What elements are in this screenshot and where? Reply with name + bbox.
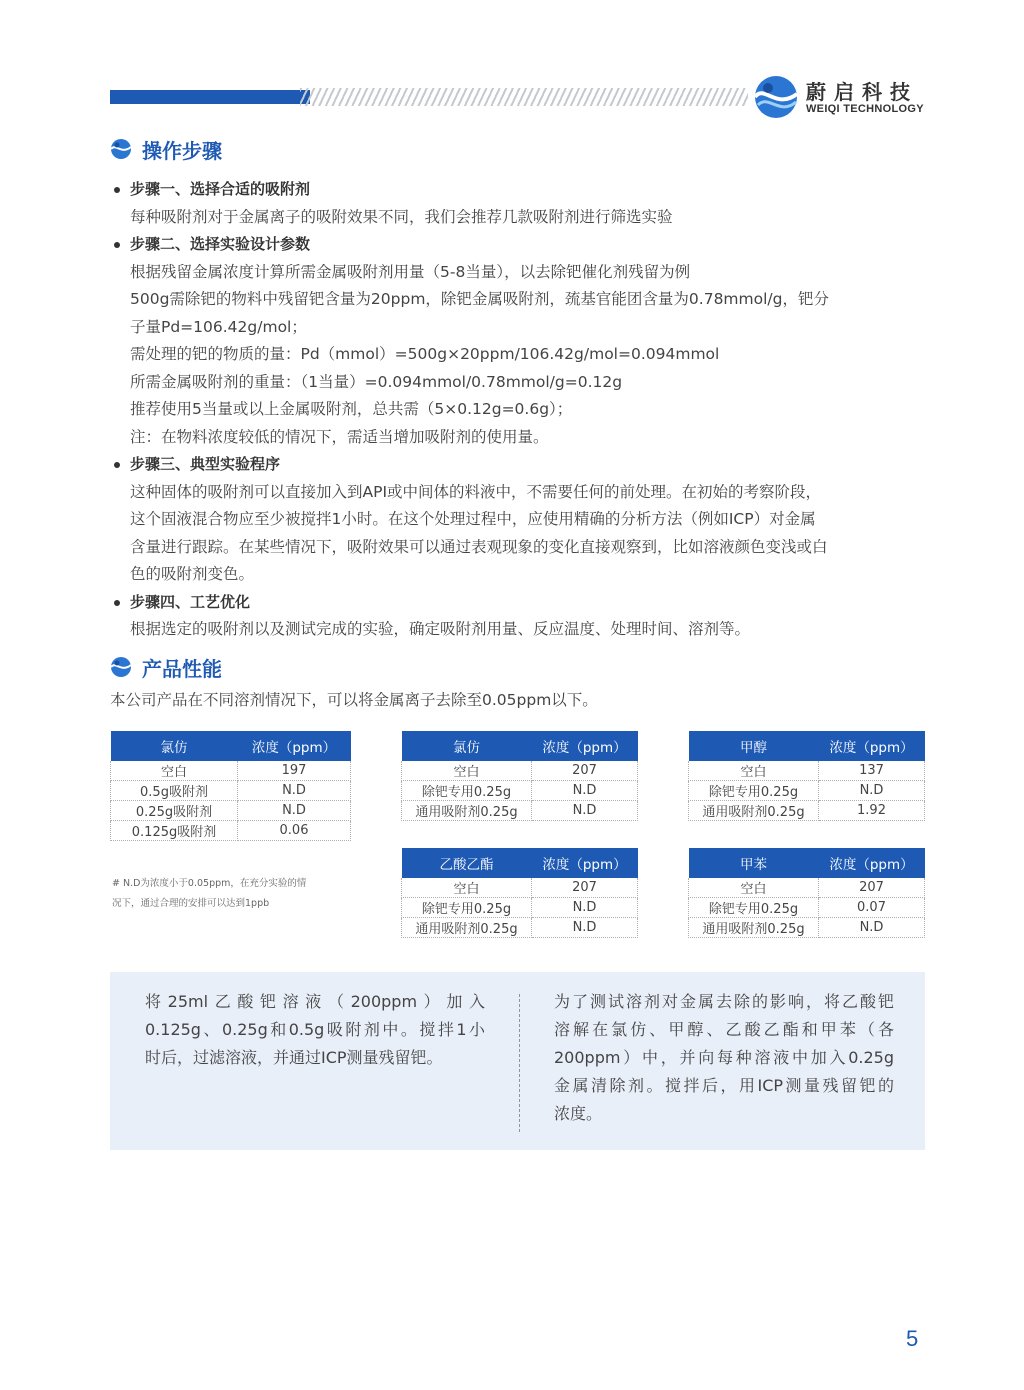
table-header: 乙酸乙酯	[402, 848, 532, 878]
table-header: 浓度（ppm）	[532, 848, 638, 878]
table-cell: 空白	[402, 878, 532, 898]
table-row	[402, 898, 638, 918]
table-cell: 空白	[689, 761, 819, 781]
table-cell: 0.06	[238, 821, 351, 841]
step-text-line: 色的吸附剂变色。	[130, 565, 255, 583]
section-title-text: 操作步骤	[142, 138, 222, 163]
table-header: 浓度（ppm）	[819, 731, 925, 761]
table-cell: 0.07	[819, 898, 925, 918]
table-cell: N.D	[819, 781, 925, 801]
experiment-description-box	[110, 972, 925, 1150]
results-table-methanol	[688, 731, 925, 821]
table-row	[402, 761, 638, 781]
table-row	[689, 878, 925, 898]
swirl-logo-icon	[110, 138, 132, 160]
table-row	[111, 781, 351, 801]
results-table-chloroform-2	[401, 731, 638, 821]
box-text-line: 溶解在氯仿、甲醇、乙酸乙酯和甲苯（各	[554, 1020, 894, 1039]
swirl-logo-icon	[110, 656, 132, 678]
table-cell: 空白	[111, 761, 238, 781]
section-title-performance	[110, 653, 222, 681]
box-text-line: 0.125g、0.25g和0.5g吸附剂中。搅拌1小	[145, 1020, 485, 1039]
brand-name-en: WEIQI TECHNOLOGY	[806, 103, 924, 115]
header-blue-bar	[110, 90, 310, 104]
step-text-line: 这个固液混合物应至少被搅拌1小时。在这个处理过程中，应使用精确的分析方法（例如ICP）对金属	[130, 510, 816, 528]
section-title-steps	[110, 135, 222, 163]
footnote	[112, 874, 352, 914]
brand-name-cn: 蔚启科技	[806, 80, 918, 104]
table-cell: 1.92	[819, 801, 925, 821]
footnote-line: # N.D为浓度小于0.05ppm，在充分实验的情	[112, 878, 307, 889]
table-cell: 通用吸附剂0.25g	[689, 801, 819, 821]
steps-list	[112, 176, 932, 644]
header-hatch-stripe	[300, 88, 748, 106]
table-row	[402, 918, 638, 938]
table-cell: 通用吸附剂0.25g	[402, 918, 532, 938]
box-divider	[519, 994, 520, 1132]
step-text-line: 500g需除钯的物料中残留钯含量为20ppm，除钯金属吸附剂，巯基官能团含量为0.78mmol/g，钯分	[130, 290, 829, 308]
table-header: 浓度（ppm）	[532, 731, 638, 761]
box-text-line: 将25ml乙酸钯溶液（200ppm）加入	[145, 992, 485, 1011]
table-cell: 通用吸附剂0.25g	[689, 918, 819, 938]
table-row	[111, 761, 351, 781]
table-cell: 0.5g吸附剂	[111, 781, 238, 801]
step-heading: 步骤二、选择实验设计参数	[112, 231, 932, 259]
step-text-line: 推荐使用5当量或以上金属吸附剂，总共需（5×0.12g=0.6g）；	[130, 400, 573, 418]
step-text-line: 需处理的钯的物质的量：Pd（mmol）=500g×20ppm/106.42g/mol=0.094mmol	[130, 345, 720, 363]
table-cell: 207	[532, 878, 638, 898]
box-text-line: 200ppm）中，并向每种溶液中加入0.25g	[554, 1048, 894, 1067]
footnote-line: 况下，通过合理的安排可以达到1ppb	[112, 898, 270, 909]
table-cell: 137	[819, 761, 925, 781]
box-text-line: 金属清除剂。搅拌后，用ICP测量残留钯的	[554, 1076, 894, 1095]
table-cell: 除钯专用0.25g	[689, 898, 819, 918]
performance-intro: 本公司产品在不同溶剂情况下，可以将金属离子去除至0.05ppm以下。	[110, 691, 598, 709]
step-text-line: 根据选定的吸附剂以及测试完成的实验，确定吸附剂用量、反应温度、处理时间、溶剂等。	[130, 620, 751, 638]
weiqi-logo-icon	[752, 74, 800, 120]
step-heading: 步骤一、选择合适的吸附剂	[112, 176, 932, 204]
table-row	[689, 918, 925, 938]
box-text-line: 为了测试溶剂对金属去除的影响，将乙酸钯	[554, 992, 894, 1011]
step-text-line: 子量Pd=106.42g/mol；	[130, 317, 307, 336]
step-text-line: 所需金属吸附剂的重量：（1当量）=0.094mmol/0.78mmol/g=0.12g	[130, 372, 623, 391]
step-heading: 步骤四、工艺优化	[112, 589, 932, 617]
box-text-line: 浓度。	[554, 1104, 603, 1123]
table-cell: 空白	[689, 878, 819, 898]
table-header: 氯仿	[402, 731, 532, 761]
table-cell: 0.25g吸附剂	[111, 801, 238, 821]
table-row	[689, 761, 925, 781]
table-cell: N.D	[532, 801, 638, 821]
table-cell: N.D	[238, 801, 351, 821]
experiment-text-left	[145, 988, 485, 1072]
table-header: 甲苯	[689, 848, 819, 878]
table-header: 浓度（ppm）	[238, 731, 351, 761]
step-text-line: 注：在物料浓度较低的情况下，需适当增加吸附剂的使用量。	[130, 427, 549, 446]
experiment-text-right	[554, 988, 894, 1128]
step-heading: 步骤三、典型实验程序	[112, 451, 932, 479]
table-cell: N.D	[532, 898, 638, 918]
table-row	[111, 821, 351, 841]
table-cell: 除钯专用0.25g	[402, 781, 532, 801]
table-row	[689, 781, 925, 801]
table-cell: N.D	[532, 781, 638, 801]
table-cell: 207	[819, 878, 925, 898]
box-text-line: 时后，过滤溶液，并通过ICP测量残留钯。	[145, 1048, 443, 1067]
table-row	[689, 898, 925, 918]
table-cell: 除钯专用0.25g	[402, 898, 532, 918]
table-row	[402, 781, 638, 801]
table-cell: N.D	[238, 781, 351, 801]
table-row	[402, 801, 638, 821]
results-table-chloroform-1	[110, 731, 351, 841]
table-row	[111, 801, 351, 821]
table-cell: 207	[532, 761, 638, 781]
table-header: 氯仿	[111, 731, 238, 761]
step-text-line: 每种吸附剂对于金属离子的吸附效果不同，我们会推荐几款吸附剂进行筛选实验	[130, 207, 673, 226]
step-text-line: 含量进行跟踪。在某些情况下，吸附效果可以通过表观现象的变化直接观察到，比如溶液颜色变浅或白	[130, 537, 828, 556]
table-cell: 空白	[402, 761, 532, 781]
table-row	[689, 801, 925, 821]
page-number: 5	[906, 1326, 919, 1351]
table-header: 甲醇	[689, 731, 819, 761]
table-cell: N.D	[819, 918, 925, 938]
results-table-toluene	[688, 848, 925, 938]
table-row	[402, 878, 638, 898]
section-title-text: 产品性能	[142, 656, 222, 681]
table-cell: 197	[238, 761, 351, 781]
step-text-line: 这种固体的吸附剂可以直接加入到API或中间体的料液中，不需要任何的前处理。在初始的考察阶段，	[130, 482, 822, 501]
table-cell: N.D	[532, 918, 638, 938]
table-cell: 除钯专用0.25g	[689, 781, 819, 801]
table-header: 浓度（ppm）	[819, 848, 925, 878]
table-cell: 通用吸附剂0.25g	[402, 801, 532, 821]
table-cell: 0.125g吸附剂	[111, 821, 238, 841]
results-table-ethyl-acetate	[401, 848, 638, 938]
step-text-line: 根据残留金属浓度计算所需金属吸附剂用量（5-8当量），以去除钯催化剂残留为例	[130, 262, 691, 281]
